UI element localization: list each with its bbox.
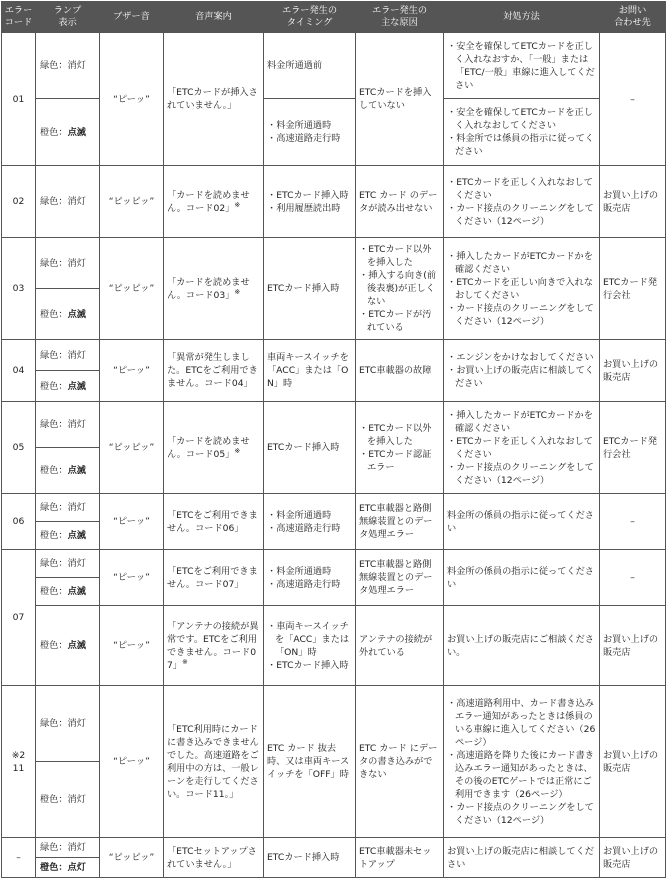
lamp-cell: 橙色：点滅	[36, 522, 100, 550]
cause-cell: ETCカードを挿入していない	[356, 33, 444, 166]
timing-cell: 車両キースイッチを「ACC」または「ON」時	[264, 340, 356, 402]
action-cell	[444, 402, 600, 494]
timing-cell: ETCカード挿入時	[264, 238, 356, 340]
timing-cell: ETC カード 抜去時、又は車両キースイッチを「OFF」時	[264, 686, 356, 838]
action-cell	[444, 99, 600, 166]
cause-cell	[356, 402, 444, 494]
table-row	[2, 606, 666, 686]
timing-cell	[264, 99, 356, 166]
table-row	[2, 550, 666, 578]
cause-cell: アンテナの接続が外れている	[356, 606, 444, 686]
list-item: ・ ETCカードを正しい向きで入れなおしてください	[447, 276, 596, 302]
list-item: ・ 安全を確保してETCカードを正しく入れなおしてください	[447, 106, 596, 132]
list-item: ・ ETCカード以外を挿入した	[359, 422, 440, 448]
list-item: ・ 高速道路を降りた後にカード書き込みエラー通知があったときは、その後のETCゲートでは正常にご利用できます（26ページ）	[447, 749, 596, 801]
voice-cell: 「アンテナの接続が異常です。ETCをご利用できません。コード07」※	[164, 606, 264, 686]
lamp-cell: 緑色：消灯	[36, 686, 100, 762]
list-item: ・ カード接点のクリーニングをしてください（12ページ）	[447, 302, 596, 328]
timing-cell	[264, 606, 356, 686]
timing-cell	[264, 494, 356, 550]
voice-cell: 「ETCカードが挿入されていません。」	[164, 33, 264, 166]
buzzer-cell: “ピッピッ”	[100, 238, 164, 340]
contact-cell: お買い上げの販売店	[600, 838, 666, 878]
list-item: ・ 高速道路走行時	[267, 578, 352, 591]
contact-cell: –	[600, 494, 666, 550]
voice-cell: 「ETCをご利用できません。コード07」	[164, 550, 264, 606]
lamp-cell: 緑色：消灯	[36, 238, 100, 289]
code-cell: 01	[2, 33, 36, 166]
buzzer-cell: “ピッピッ”	[100, 838, 164, 878]
header-timing: エラー発生の タイミング	[264, 2, 356, 33]
contact-cell: お買い上げの販売店	[600, 340, 666, 402]
action-cell: お買い上げの販売店に相談してください	[444, 838, 600, 878]
header-row	[2, 2, 666, 33]
list-item: ・ ETCカード挿入時	[267, 659, 352, 672]
table-row	[2, 838, 666, 858]
cause-cell: ETC車載器と路側無線装置とのデータ処理エラー	[356, 494, 444, 550]
code-cell: 03	[2, 238, 36, 340]
header-voice: 音声案内	[164, 2, 264, 33]
action-cell: 料金所の係員の指示に従ってください	[444, 494, 600, 550]
list-item: ・ 料金所通過時	[267, 565, 352, 578]
etc-error-table	[1, 1, 666, 878]
voice-cell: 「カードを読めません。コード05」※	[164, 402, 264, 494]
cause-cell: ETC車載器と路側無線装置とのデータ処理エラー	[356, 550, 444, 606]
buzzer-cell: “ピッピッ”	[100, 166, 164, 238]
code-cell: 02	[2, 166, 36, 238]
list-item: ・ 高速道路走行時	[267, 132, 352, 145]
timing-cell	[264, 550, 356, 606]
list-item: ・ 料金所では係員の指示に従ってください	[447, 132, 596, 158]
header-contact: お問い 合わせ先	[600, 2, 666, 33]
list-item: ・ ETCカード以外を挿入した	[359, 243, 440, 269]
table-row	[2, 166, 666, 238]
action-cell: お買い上げの販売店にご相談ください。	[444, 606, 600, 686]
list-item: ・ お買い上げの販売店に相談してください	[447, 364, 596, 390]
buzzer-cell: “ピーッ”	[100, 606, 164, 686]
table-row	[2, 33, 666, 99]
table-row	[2, 686, 666, 762]
lamp-cell: 橙色：点滅	[36, 99, 100, 166]
buzzer-cell: “ピーッ”	[100, 340, 164, 402]
buzzer-cell: “ピーッ”	[100, 33, 164, 166]
list-item: ・ 高速道路走行時	[267, 522, 352, 535]
code-cell: 04	[2, 340, 36, 402]
cause-cell	[356, 238, 444, 340]
contact-cell: お買い上げの販売店	[600, 606, 666, 686]
buzzer-cell: “ピーッ”	[100, 686, 164, 838]
voice-cell: 「カードを読めません。コード03」※	[164, 238, 264, 340]
action-cell	[444, 686, 600, 838]
contact-cell: お買い上げの販売店	[600, 686, 666, 838]
buzzer-cell: “ピッピッ”	[100, 402, 164, 494]
table-row	[2, 340, 666, 371]
list-item: ・ 挿入したカードがETCカードかを確認ください	[447, 250, 596, 276]
list-item: ・ カード接点のクリーニングをしてください（12ページ）	[447, 801, 596, 827]
lamp-cell: 橙色：点滅	[36, 448, 100, 494]
list-item: ・ ETCカードを正しく入れなおしてください	[447, 176, 596, 202]
list-item: ・ ETCカードを正しく入れなおしてください	[447, 435, 596, 461]
header-buzzer: ブザー音	[100, 2, 164, 33]
cause-cell: ETC車載器の故障	[356, 340, 444, 402]
list-item: ・ 車両キースイッチを「ACC」または「ON」時	[267, 620, 352, 659]
list-item: ・ 安全を確保してETCカードを正しく入れなおすか、「一般」または「ETC/一般」車線に進入してください	[447, 40, 596, 92]
cause-cell: ETC車載器未セットアップ	[356, 838, 444, 878]
lamp-cell: 橙色：消灯	[36, 762, 100, 838]
list-item: ・ 挿入したカードがETCカードかを確認ください	[447, 409, 596, 435]
table-row	[2, 494, 666, 522]
lamp-cell: 緑色：消灯	[36, 166, 100, 238]
list-item: ・ 料金所通過時	[267, 509, 352, 522]
lamp-cell: 橙色：点滅	[36, 371, 100, 402]
list-item: ・ ETCカード認証エラー	[359, 448, 440, 474]
list-item: ・ 挿入する向き(前後表裏)が正しくない	[359, 269, 440, 308]
lamp-cell: 橙色：点滅	[36, 578, 100, 606]
code-cell: 05	[2, 402, 36, 494]
code-cell: 07	[2, 550, 36, 686]
contact-cell: –	[600, 33, 666, 166]
list-item: ・ カード接点のクリーニングをしてください（12ページ）	[447, 461, 596, 487]
contact-cell: ETCカード発行会社	[600, 402, 666, 494]
list-item: ・ ETCカードが汚れている	[359, 308, 440, 334]
header-action: 対処方法	[444, 2, 600, 33]
contact-cell: お買い上げの販売店	[600, 166, 666, 238]
action-cell	[444, 33, 600, 99]
list-item: ・ カード接点のクリーニングをしてください（12ページ）	[447, 202, 596, 228]
code-cell: 06	[2, 494, 36, 550]
voice-cell: 「異常が発生しました。ETCをご利用できません。コード04」	[164, 340, 264, 402]
cause-cell: ETC カード にデータの書き込みができない	[356, 686, 444, 838]
lamp-cell: 緑色：消灯	[36, 402, 100, 448]
header-cause: エラー発生の 主な原因	[356, 2, 444, 33]
action-cell	[444, 238, 600, 340]
voice-cell: 「ETC利用時にカードに書き込みできませんでした。高速道路をご利用中の方は、一般レーンを走行してください。コード11。」	[164, 686, 264, 838]
lamp-cell: 橙色：点滅	[36, 606, 100, 686]
header-lamp: ランプ 表示	[36, 2, 100, 33]
cause-cell: ETC カード のデータが読み出せない	[356, 166, 444, 238]
list-item: ・ ETCカード挿入時	[267, 189, 352, 202]
lamp-cell: 緑色：消灯	[36, 33, 100, 99]
lamp-cell: 橙色：点滅	[36, 289, 100, 340]
lamp-cell: 緑色：消灯	[36, 494, 100, 522]
action-cell	[444, 340, 600, 402]
list-item: ・ 高速道路利用中、カード書き込みエラー通知があったときは係員のいる車線に進入してください（26ページ）	[447, 697, 596, 749]
list-item: ・ 利用履歴読出時	[267, 202, 352, 215]
timing-cell: 料金所通過前	[264, 33, 356, 99]
voice-cell: 「ETCセットアップされていません。」	[164, 838, 264, 878]
contact-cell: ETCカード発行会社	[600, 238, 666, 340]
lamp-cell: 橙色：点灯	[36, 858, 100, 878]
action-cell: 料金所の係員の指示に従ってください	[444, 550, 600, 606]
buzzer-cell: “ピーッ”	[100, 550, 164, 606]
voice-cell: 「ETCをご利用できません。コード06」	[164, 494, 264, 550]
table-row	[2, 402, 666, 448]
code-cell: –	[2, 838, 36, 878]
lamp-cell: 緑色：消灯	[36, 550, 100, 578]
header-code: エラー コード	[2, 2, 36, 33]
timing-cell: ETCカード挿入時	[264, 402, 356, 494]
action-cell	[444, 166, 600, 238]
timing-cell: ETCカード挿入時	[264, 838, 356, 878]
voice-cell: 「カードを読めません。コード02」※	[164, 166, 264, 238]
contact-cell: –	[600, 550, 666, 606]
list-item: ・ エンジンをかけなおしてください	[447, 351, 596, 364]
list-item: ・ 料金所通過時	[267, 119, 352, 132]
lamp-cell: 緑色：消灯	[36, 340, 100, 371]
code-cell: ※2 11	[2, 686, 36, 838]
timing-cell	[264, 166, 356, 238]
buzzer-cell: “ピーッ”	[100, 494, 164, 550]
table-row	[2, 238, 666, 289]
lamp-cell: 緑色：消灯	[36, 838, 100, 858]
